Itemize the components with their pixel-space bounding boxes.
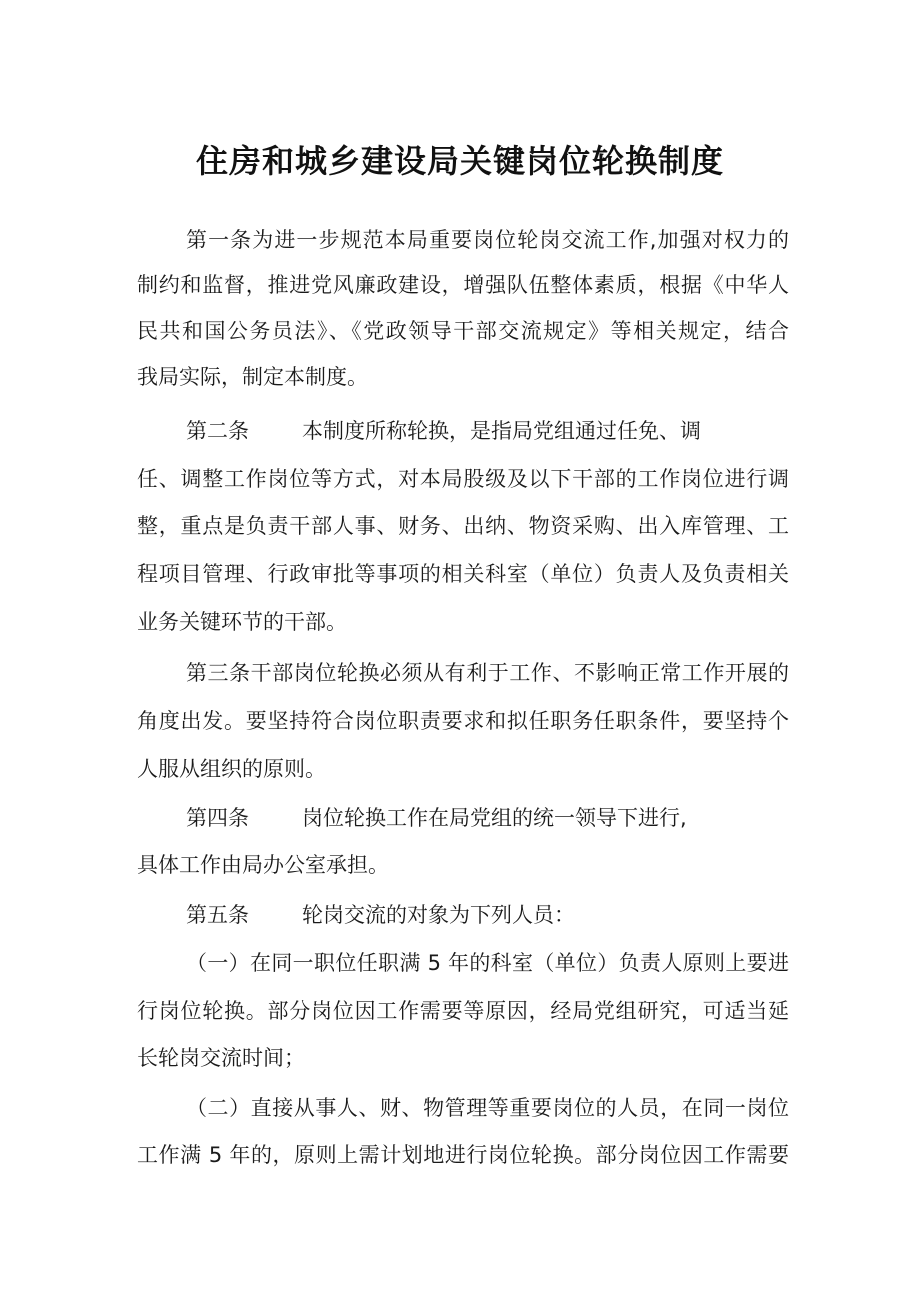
article2-line2: 任、调整工作岗位等方式，对本局股级及以下干部的工作岗位进行调 [137,467,789,491]
document-title: 住房和城乡建设局关键岗位轮换制度 [195,142,724,180]
article5-line1 [186,898,789,932]
article2-line5: 业务关键环节的干部。 [137,610,347,634]
article1-line2: 制约和监督，推进党风廉政建设，增强队伍整体素质，根据《中华人 [137,273,789,297]
article5-item1-line1: （一）在同一职位任职满 5 年的科室（单位）负责人原则上要进 [186,951,789,975]
article5-item1-line3: 长轮岗交流时间； [137,1046,305,1070]
article5-item2-line1: （二）直接从事人、财、物管理等重要岗位的人员，在同一岗位 [186,1096,789,1120]
article4-line1 [186,801,789,835]
article5-text: 轮岗交流的对象为下列人员： [302,903,575,927]
article5-label: 第五条 [186,903,249,927]
article1-line3: 民共和国公务员法》、《党政领导干部交流规定》等相关规定，结合 [137,319,789,343]
article2-line1 [186,414,789,448]
article4-label: 第四条 [186,806,249,830]
article3-line2: 角度出发。要坚持符合岗位职责要求和拟任职务任职条件，要坚持个 [137,709,789,733]
article2-label: 第二条 [186,419,249,443]
article1-line1: 第一条为进一步规范本局重要岗位轮岗交流工作,加强对权力的 [186,228,789,252]
article3-line3: 人服从组织的原则。 [137,757,326,781]
article4-line2: 具体工作由局办公室承担。 [137,853,389,877]
article5-item1-line2: 行岗位轮换。部分岗位因工作需要等原因，经局党组研究，可适当延 [137,999,789,1023]
article4-text: 岗位轮换工作在局党组的统一领导下进行, [302,806,687,830]
article2-line4: 程项目管理、行政审批等事项的相关科室（单位）负责人及负责相关 [137,562,789,586]
article2-text: 本制度所称轮换，是指局党组通过任免、调 [302,419,701,443]
article1-line4: 我局实际，制定本制度。 [137,365,368,389]
article2-line3: 整，重点是负责干部人事、财务、出纳、物资采购、出入库管理、工 [137,514,789,538]
article3-line1: 第三条干部岗位轮换必须从有利于工作、不影响正常工作开展的 [186,661,789,685]
article5-item2-line2: 工作满 5 年的，原则上需计划地进行岗位轮换。部分岗位因工作需要 [137,1143,789,1167]
